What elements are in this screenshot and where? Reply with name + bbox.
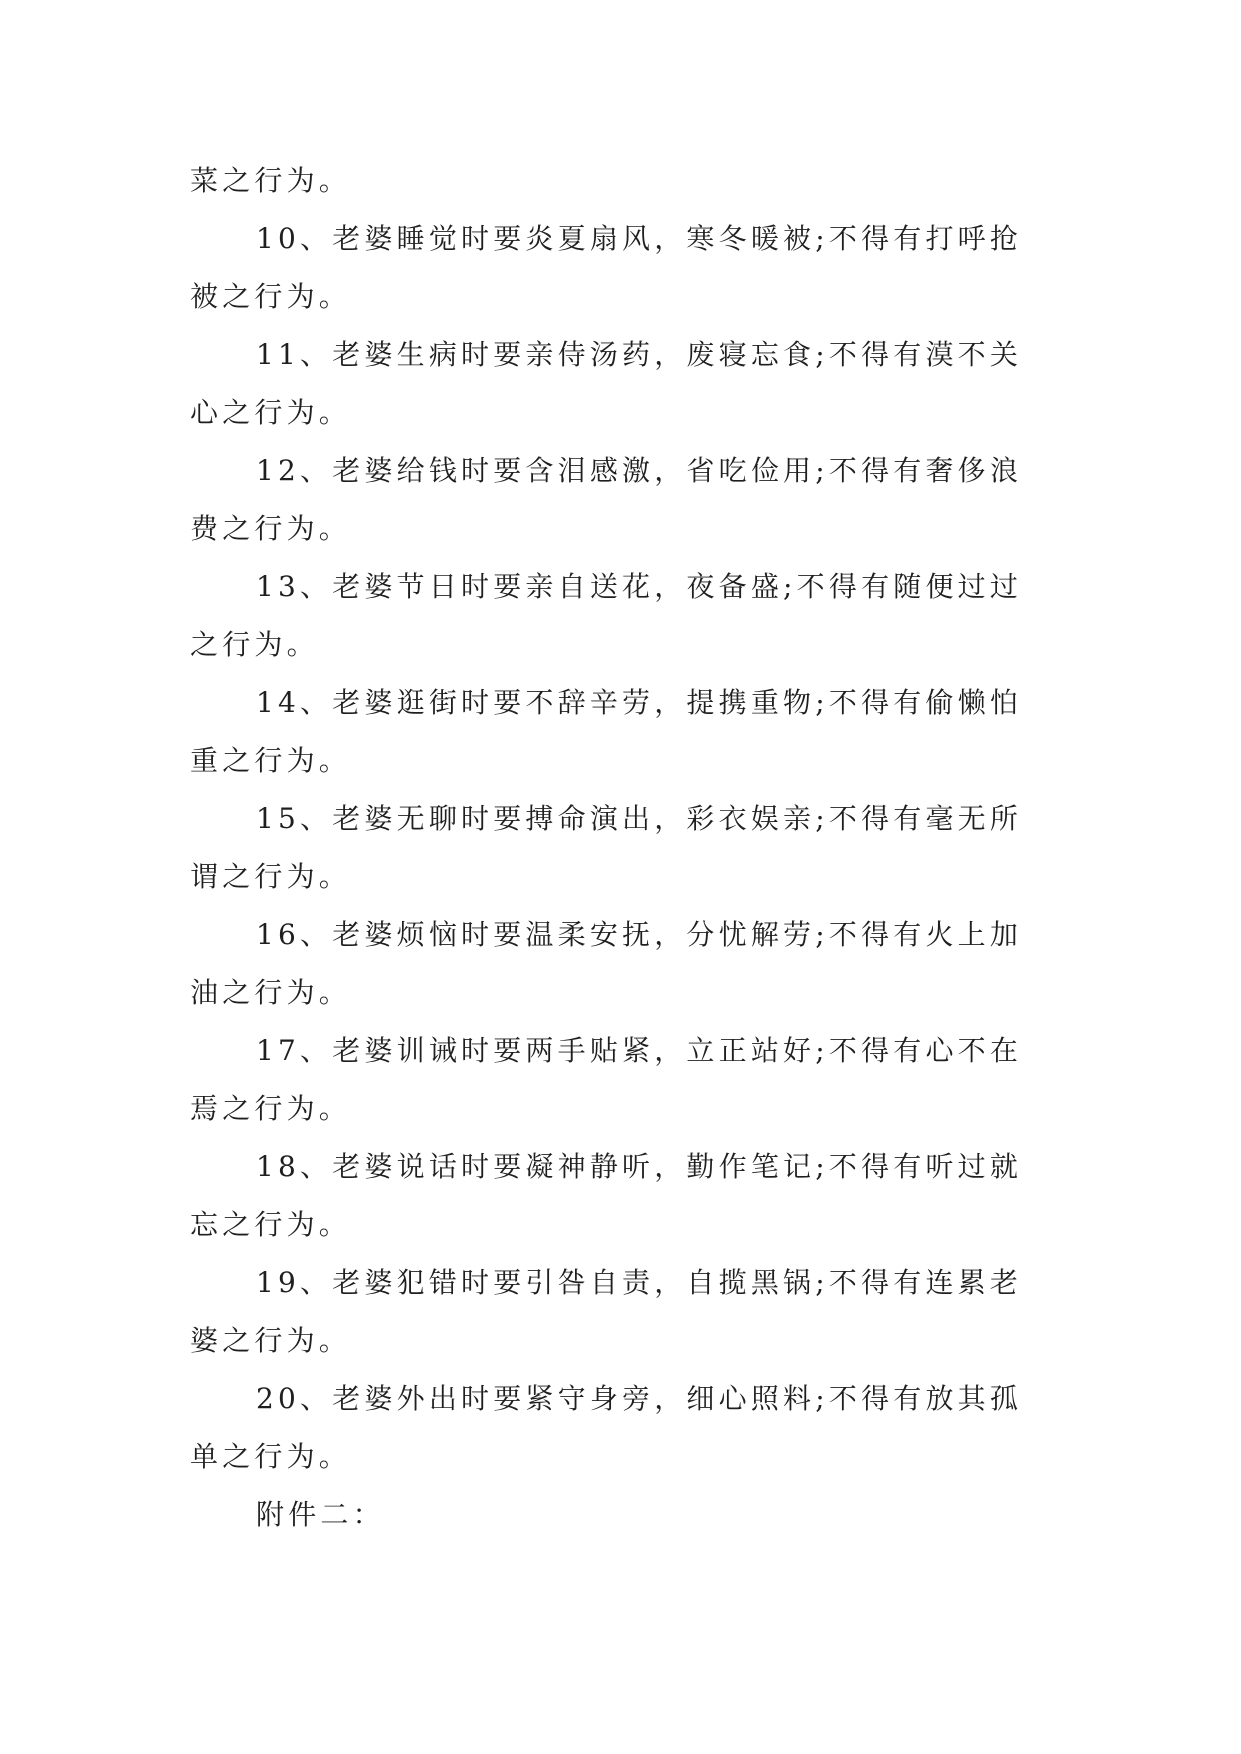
rule-18-line-1: 18、老婆说话时要凝神静听，勤作笔记;不得有听过就 <box>256 1150 1023 1183</box>
rule-11-line-1: 11、老婆生病时要亲侍汤药，废寝忘食;不得有漠不关 <box>256 338 1023 371</box>
rule-15-line-2: 谓之行为。 <box>190 860 352 893</box>
rule-17-line-2: 焉之行为。 <box>190 1092 352 1125</box>
rule-19-line-2: 婆之行为。 <box>190 1324 352 1357</box>
document-body <box>190 152 1052 1544</box>
rule-12-line-1: 12、老婆给钱时要含泪感激，省吃俭用;不得有奢侈浪 <box>256 454 1023 487</box>
rule-10-line-1: 10、老婆睡觉时要炎夏扇风，寒冬暖被;不得有打呼抢 <box>256 222 1023 255</box>
rule-18-line-2: 忘之行为。 <box>190 1208 352 1241</box>
rule-11-line-2: 心之行为。 <box>190 396 352 429</box>
attachment-heading: 附件二： <box>256 1498 385 1531</box>
rule-17-line-1: 17、老婆训诫时要两手贴紧，立正站好;不得有心不在 <box>256 1034 1023 1067</box>
paragraph-line: 菜之行为。 <box>190 164 352 197</box>
rule-20-line-1: 20、老婆外出时要紧守身旁，细心照料;不得有放其孤 <box>256 1382 1023 1415</box>
rule-20-line-2: 单之行为。 <box>190 1440 352 1473</box>
rule-16-line-1: 16、老婆烦恼时要温柔安抚，分忧解劳;不得有火上加 <box>256 918 1023 951</box>
rule-14-line-2: 重之行为。 <box>190 744 352 777</box>
rule-15-line-1: 15、老婆无聊时要搏命演出，彩衣娱亲;不得有毫无所 <box>256 802 1023 835</box>
rule-16-line-2: 油之行为。 <box>190 976 352 1009</box>
rule-13-line-2: 之行为。 <box>190 628 319 661</box>
rule-12-line-2: 费之行为。 <box>190 512 352 545</box>
rule-13-line-1: 13、老婆节日时要亲自送花，夜备盛;不得有随便过过 <box>256 570 1023 603</box>
rule-14-line-1: 14、老婆逛街时要不辞辛劳，提携重物;不得有偷懒怕 <box>256 686 1023 719</box>
rule-10-line-2: 被之行为。 <box>190 280 352 313</box>
rule-19-line-1: 19、老婆犯错时要引咎自责，自揽黑锅;不得有连累老 <box>256 1266 1023 1299</box>
